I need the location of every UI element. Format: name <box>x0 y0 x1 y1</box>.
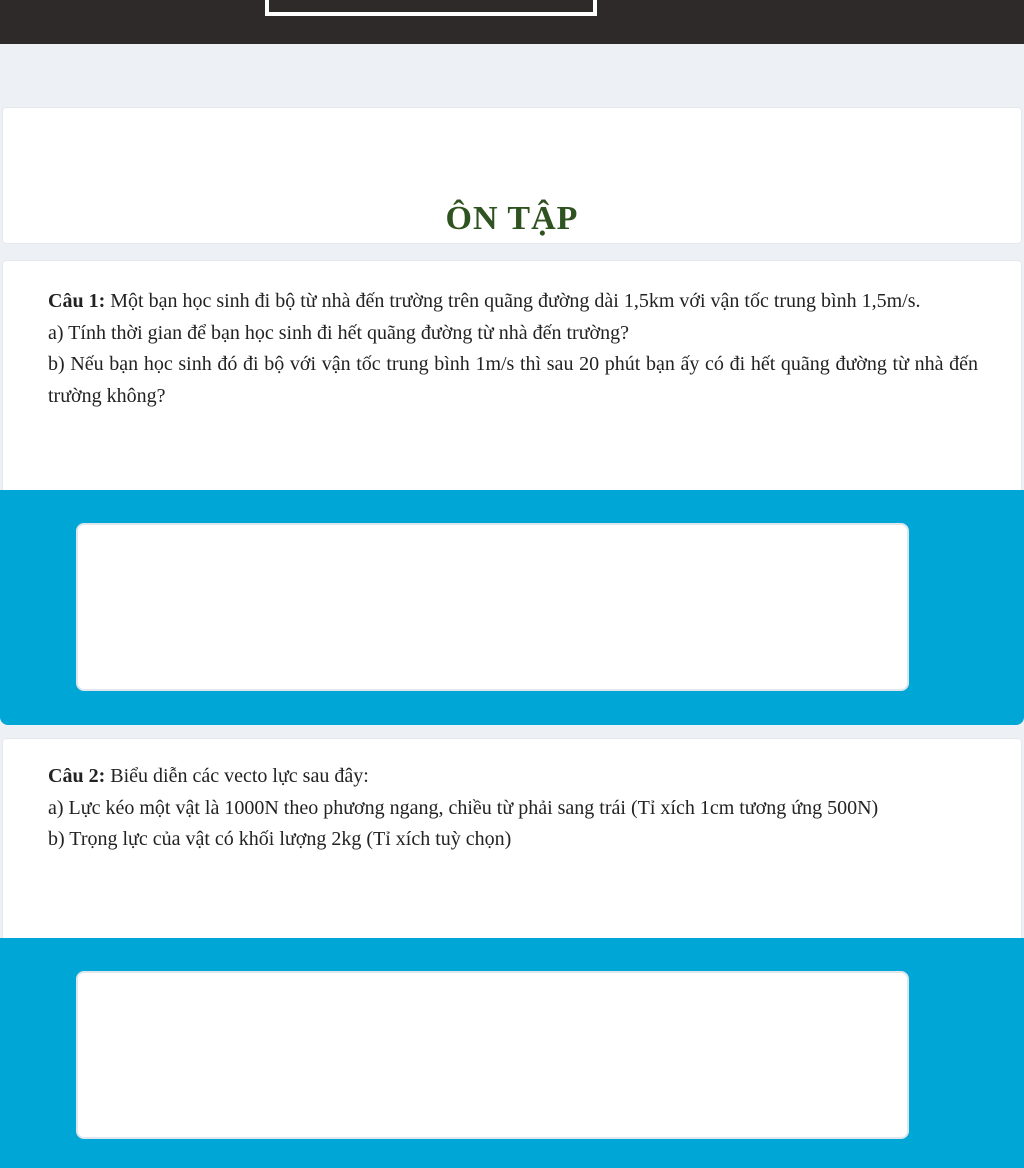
question-2-number: Câu 2: <box>48 765 106 787</box>
top-bar <box>0 0 1024 44</box>
question-2-stem <box>48 761 978 793</box>
question-2-stem-text: Biểu diễn các vecto lực sau đây: <box>105 765 369 787</box>
question-2-part-a: a) Lực kéo một vật là 1000N theo phương ngang, chiều từ phải sang trái (Tỉ xích 1cm tương ứng 500N) <box>48 796 879 819</box>
answer-input-1[interactable] <box>76 523 909 691</box>
header-logo-frame <box>265 0 597 16</box>
title-card <box>2 107 1022 244</box>
question-1-part-a: a) Tính thời gian để bạn học sinh đi hết quãng đường từ nhà đến trường? <box>48 321 629 344</box>
answer-panel-2 <box>0 938 1024 1168</box>
question-card-2 <box>2 738 1022 939</box>
page-title: ÔN TẬP <box>445 200 579 237</box>
answer-panel-1 <box>0 490 1024 725</box>
question-2-part-b: b) Trọng lực của vật có khối lượng 2kg (Tỉ xích tuỳ chọn) <box>48 828 512 850</box>
question-1-number: Câu 1: <box>48 290 106 312</box>
question-1-stem <box>48 286 978 318</box>
question-text-1 <box>48 286 978 412</box>
question-text-2 <box>48 761 978 856</box>
answer-input-2[interactable] <box>76 971 909 1139</box>
question-1-part-b: b) Nếu bạn học sinh đó đi bộ với vận tốc trung bình 1m/s thì sau 20 phút bạn ấy có đi hết quãng đường từ nhà đến trường không? <box>48 353 978 407</box>
question-1-stem-text: Một bạn học sinh đi bộ từ nhà đến trường trên quãng đường dài 1,5km với vận tốc trung bình 1,5m/s. <box>105 290 921 312</box>
question-card-1 <box>2 260 1022 491</box>
